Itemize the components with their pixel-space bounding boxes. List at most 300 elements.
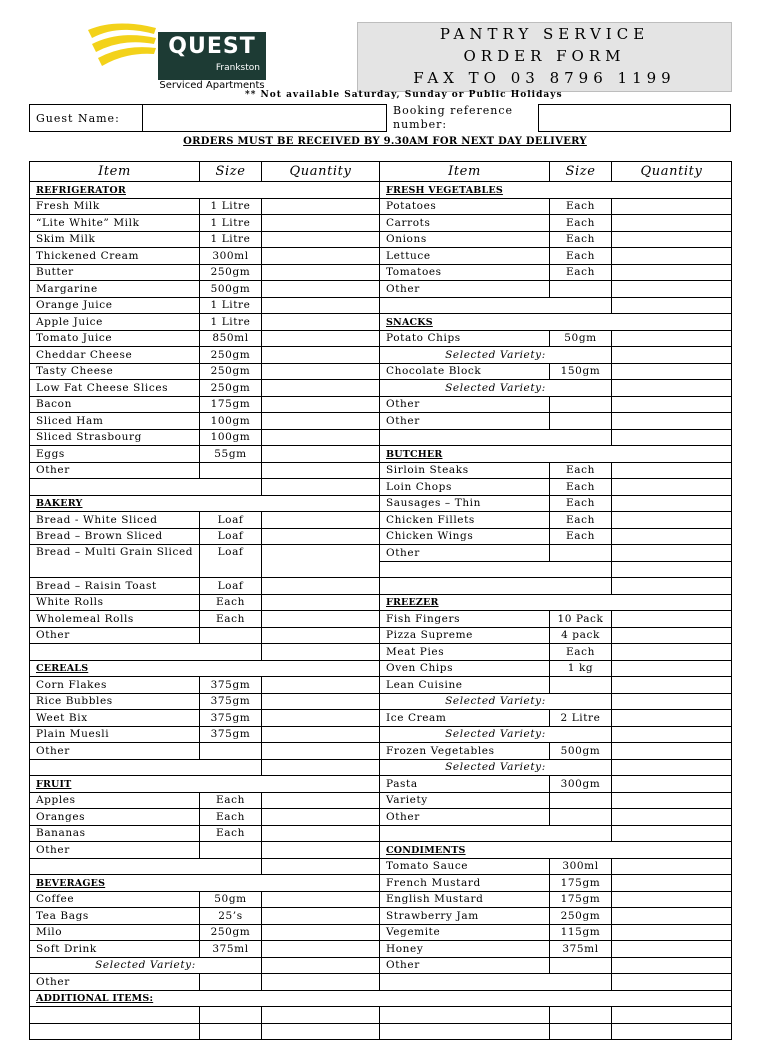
- quantity-cell[interactable]: [262, 347, 380, 364]
- item-size: Each: [550, 248, 612, 265]
- item-name: Sirloin Steaks: [380, 462, 550, 479]
- item-size: 1 Litre: [200, 215, 262, 232]
- section-heading-condiments: CONDIMENTS: [380, 842, 732, 859]
- item-size: 250gm: [200, 347, 262, 364]
- quantity-cell[interactable]: [262, 825, 380, 842]
- quantity-cell[interactable]: [612, 875, 732, 892]
- item-name: Variety: [380, 792, 550, 809]
- additional-item-row: [30, 1007, 732, 1024]
- quantity-cell[interactable]: [612, 660, 732, 677]
- item-size: Each: [550, 528, 612, 545]
- table-row: [30, 281, 732, 298]
- item-size: 1 Litre: [200, 231, 262, 248]
- section-heading-fresh-vegetables: FRESH VEGETABLES: [380, 182, 732, 199]
- additional-items-label: ADDITIONAL ITEMS:: [30, 990, 732, 1007]
- quantity-cell[interactable]: [612, 809, 732, 826]
- quantity-cell[interactable]: [262, 545, 380, 578]
- additional-item-cell[interactable]: [612, 1023, 732, 1040]
- item-size: Each: [200, 809, 262, 826]
- item-size: 1 Litre: [200, 314, 262, 331]
- item-size: 1 kg: [550, 660, 612, 677]
- blank-cell: [380, 561, 612, 578]
- table-row: [30, 380, 732, 397]
- section-heading-bakery: BAKERY: [30, 495, 380, 512]
- table-row: [30, 264, 732, 281]
- item-name: Soft Drink: [30, 941, 200, 958]
- variety-entry-cell[interactable]: [612, 726, 732, 743]
- blank-cell: [30, 479, 262, 496]
- quantity-cell[interactable]: [612, 231, 732, 248]
- quantity-cell[interactable]: [262, 380, 380, 397]
- item-name: Other: [30, 743, 200, 760]
- quantity-cell[interactable]: [262, 908, 380, 925]
- additional-item-cell[interactable]: [30, 1023, 200, 1040]
- item-name: Sliced Strasbourg: [30, 429, 200, 446]
- item-size: Each: [200, 792, 262, 809]
- item-size: Each: [550, 495, 612, 512]
- item-name: Other: [30, 974, 200, 991]
- item-name: Other: [380, 413, 550, 430]
- item-name: Low Fat Cheese Slices: [30, 380, 200, 397]
- item-name: Bread – Brown Sliced: [30, 528, 200, 545]
- item-name: Bacon: [30, 396, 200, 413]
- table-row: [30, 479, 732, 496]
- item-name: Wholemeal Rolls: [30, 611, 200, 628]
- table-row: [30, 759, 732, 776]
- item-size: [550, 413, 612, 430]
- item-size: 250gm: [550, 908, 612, 925]
- quantity-cell[interactable]: [612, 264, 732, 281]
- table-row: [30, 330, 732, 347]
- quantity-cell[interactable]: [262, 363, 380, 380]
- quantity-cell[interactable]: [262, 759, 380, 776]
- variety-entry-cell[interactable]: [612, 380, 732, 397]
- item-size: 1 Litre: [200, 297, 262, 314]
- quantity-cell[interactable]: [262, 924, 380, 941]
- blank-cell: [30, 858, 262, 875]
- title-line-3: FAX TO 03 8796 1199: [413, 69, 676, 87]
- guest-name-field[interactable]: [142, 104, 387, 132]
- table-row: [30, 941, 732, 958]
- item-size: 115gm: [550, 924, 612, 941]
- col-quantity-header-left: Quantity: [262, 162, 380, 182]
- quantity-cell[interactable]: [612, 627, 732, 644]
- section-heading-freezer: FREEZER: [380, 594, 732, 611]
- item-name: Milo: [30, 924, 200, 941]
- item-name: Lettuce: [380, 248, 550, 265]
- item-size: [550, 677, 612, 694]
- quantity-cell[interactable]: [612, 281, 732, 298]
- section-heading-cereals: CEREALS: [30, 660, 380, 677]
- quantity-cell[interactable]: [262, 644, 380, 661]
- quantity-cell[interactable]: [612, 561, 732, 578]
- quantity-cell[interactable]: [612, 743, 732, 760]
- booking-ref-label: Booking reference number:: [393, 104, 514, 131]
- item-name: Vegemite: [380, 924, 550, 941]
- item-size: 175gm: [550, 875, 612, 892]
- table-row: [30, 743, 732, 760]
- item-size: [550, 396, 612, 413]
- quantity-cell[interactable]: [612, 545, 732, 562]
- additional-item-cell[interactable]: [550, 1023, 612, 1040]
- item-name: Other: [380, 545, 550, 562]
- item-size: 375gm: [200, 693, 262, 710]
- table-row: [30, 825, 732, 842]
- table-row: [30, 446, 732, 463]
- additional-items-row: [30, 990, 732, 1007]
- item-name: Chocolate Block: [380, 363, 550, 380]
- table-row: [30, 710, 732, 727]
- item-name: Other: [30, 842, 200, 859]
- additional-item-cell[interactable]: [612, 1007, 732, 1024]
- item-name: Potatoes: [380, 198, 550, 215]
- quantity-cell[interactable]: [612, 512, 732, 529]
- item-name: Sliced Ham: [30, 413, 200, 430]
- quantity-cell[interactable]: [262, 627, 380, 644]
- quantity-cell[interactable]: [612, 611, 732, 628]
- item-name: Apple Juice: [30, 314, 200, 331]
- table-row: [30, 908, 732, 925]
- quantity-cell[interactable]: [262, 809, 380, 826]
- item-name: Chicken Wings: [380, 528, 550, 545]
- item-size: [200, 842, 262, 859]
- quantity-cell[interactable]: [262, 974, 380, 991]
- item-name: Coffee: [30, 891, 200, 908]
- section-heading-snacks: SNACKS: [380, 314, 732, 331]
- table-row: [30, 528, 732, 545]
- item-name: Eggs: [30, 446, 200, 463]
- table-row: [30, 611, 732, 628]
- item-name: Carrots: [380, 215, 550, 232]
- item-name: Margarine: [30, 281, 200, 298]
- quantity-cell[interactable]: [262, 677, 380, 694]
- quantity-cell[interactable]: [262, 297, 380, 314]
- section-heading-beverages: BEVERAGES: [30, 875, 380, 892]
- item-name: Tea Bags: [30, 908, 200, 925]
- logo-location: Frankston: [215, 63, 260, 73]
- item-size: [200, 462, 262, 479]
- quantity-cell[interactable]: [612, 924, 732, 941]
- item-size: Each: [550, 264, 612, 281]
- table-row: [30, 644, 732, 661]
- selected-variety-label: Selected Variety:: [380, 347, 612, 364]
- col-item-header-right: Item: [380, 162, 550, 182]
- quantity-cell[interactable]: [262, 528, 380, 545]
- item-name: Other: [380, 281, 550, 298]
- quantity-cell[interactable]: [612, 776, 732, 793]
- table-row: [30, 429, 732, 446]
- guest-details-row: [29, 104, 731, 132]
- quantity-cell[interactable]: [612, 578, 732, 595]
- item-size: Each: [550, 215, 612, 232]
- quantity-cell[interactable]: [262, 710, 380, 727]
- item-name: Onions: [380, 231, 550, 248]
- item-size: Each: [550, 198, 612, 215]
- quantity-cell[interactable]: [262, 264, 380, 281]
- item-name: Other: [30, 462, 200, 479]
- quantity-cell[interactable]: [262, 611, 380, 628]
- quantity-cell[interactable]: [262, 842, 380, 859]
- item-name: Bread - White Sliced: [30, 512, 200, 529]
- item-size: Loaf: [200, 528, 262, 545]
- item-size: 50gm: [200, 891, 262, 908]
- item-size: 55gm: [200, 446, 262, 463]
- quantity-cell[interactable]: [612, 858, 732, 875]
- quantity-cell[interactable]: [262, 248, 380, 265]
- table-row: [30, 462, 732, 479]
- logo-name: QUEST: [168, 34, 256, 59]
- col-quantity-header-right: Quantity: [612, 162, 732, 182]
- quantity-cell[interactable]: [262, 231, 380, 248]
- table-row: [30, 842, 732, 859]
- quantity-cell[interactable]: [612, 957, 732, 974]
- item-name: Frozen Vegetables: [380, 743, 550, 760]
- table-row: [30, 627, 732, 644]
- quantity-cell[interactable]: [612, 528, 732, 545]
- quantity-cell[interactable]: [262, 941, 380, 958]
- additional-item-cell[interactable]: [262, 1023, 380, 1040]
- table-row: [30, 413, 732, 430]
- quantity-cell[interactable]: [262, 858, 380, 875]
- quantity-cell[interactable]: [612, 974, 732, 991]
- item-name: Pizza Supreme: [380, 627, 550, 644]
- item-size: 500gm: [200, 281, 262, 298]
- col-size-header-left: Size: [200, 162, 262, 182]
- quantity-cell[interactable]: [612, 363, 732, 380]
- item-name: Oranges: [30, 809, 200, 826]
- quantity-cell[interactable]: [262, 429, 380, 446]
- table-row: [30, 297, 732, 314]
- item-size: 250gm: [200, 924, 262, 941]
- item-name: Orange Juice: [30, 297, 200, 314]
- variety-entry-cell[interactable]: [612, 759, 732, 776]
- item-name: Apples: [30, 792, 200, 809]
- item-size: 300gm: [550, 776, 612, 793]
- table-row: [30, 924, 732, 941]
- item-name: Strawberry Jam: [380, 908, 550, 925]
- quantity-cell[interactable]: [262, 281, 380, 298]
- item-name: English Mustard: [380, 891, 550, 908]
- item-name: Tomato Juice: [30, 330, 200, 347]
- item-size: [550, 809, 612, 826]
- item-size: 375ml: [550, 941, 612, 958]
- booking-ref-field[interactable]: [538, 104, 731, 132]
- quantity-cell[interactable]: [612, 297, 732, 314]
- item-size: [200, 974, 262, 991]
- quantity-cell[interactable]: [612, 248, 732, 265]
- quantity-cell[interactable]: [262, 743, 380, 760]
- item-size: [550, 545, 612, 562]
- item-size: 250gm: [200, 380, 262, 397]
- quantity-cell[interactable]: [262, 693, 380, 710]
- quantity-cell[interactable]: [612, 825, 732, 842]
- item-size: 250gm: [200, 363, 262, 380]
- table-row: [30, 858, 732, 875]
- quantity-cell[interactable]: [262, 330, 380, 347]
- item-size: Each: [550, 231, 612, 248]
- item-size: Loaf: [200, 545, 262, 578]
- quantity-cell[interactable]: [612, 413, 732, 430]
- quantity-cell[interactable]: [262, 314, 380, 331]
- item-name: Bread – Multi Grain Sliced: [30, 545, 200, 578]
- blank-cell: [380, 578, 612, 595]
- item-name: French Mustard: [380, 875, 550, 892]
- item-name: “Lite White” Milk: [30, 215, 200, 232]
- table-row: [30, 660, 732, 677]
- variety-entry-cell[interactable]: [612, 693, 732, 710]
- quantity-cell[interactable]: [612, 792, 732, 809]
- table-row: [30, 545, 732, 562]
- item-size: 1 Litre: [200, 198, 262, 215]
- additional-item-cell[interactable]: [262, 1007, 380, 1024]
- additional-item-cell[interactable]: [380, 1007, 550, 1024]
- quantity-cell[interactable]: [612, 330, 732, 347]
- item-size: Loaf: [200, 578, 262, 595]
- item-size: 50gm: [550, 330, 612, 347]
- item-name: Plain Muesli: [30, 726, 200, 743]
- item-name: Weet Bix: [30, 710, 200, 727]
- item-name: Other: [380, 957, 550, 974]
- selected-variety-label: Selected Variety:: [30, 957, 262, 974]
- item-size: 300ml: [550, 858, 612, 875]
- quantity-cell[interactable]: [262, 413, 380, 430]
- table-row: [30, 677, 732, 694]
- additional-item-cell[interactable]: [550, 1007, 612, 1024]
- item-size: 175gm: [550, 891, 612, 908]
- title-line-2: ORDER FORM: [463, 47, 626, 65]
- quantity-cell[interactable]: [262, 462, 380, 479]
- quantity-cell[interactable]: [262, 578, 380, 595]
- item-name: Other: [380, 809, 550, 826]
- item-size: 850ml: [200, 330, 262, 347]
- selected-variety-label: Selected Variety:: [380, 726, 612, 743]
- item-size: [550, 957, 612, 974]
- variety-entry-cell[interactable]: [612, 347, 732, 364]
- item-size: Each: [550, 644, 612, 661]
- quantity-cell[interactable]: [612, 396, 732, 413]
- blank-cell: [30, 759, 262, 776]
- table-row: [30, 578, 732, 595]
- quantity-cell[interactable]: [612, 215, 732, 232]
- item-name: Tomato Sauce: [380, 858, 550, 875]
- quantity-cell[interactable]: [612, 479, 732, 496]
- item-name: Other: [30, 627, 200, 644]
- item-size: 25’s: [200, 908, 262, 925]
- item-name: Corn Flakes: [30, 677, 200, 694]
- item-name: Thickened Cream: [30, 248, 200, 265]
- item-name: Rice Bubbles: [30, 693, 200, 710]
- quantity-cell[interactable]: [262, 726, 380, 743]
- table-row: [30, 875, 732, 892]
- quantity-cell[interactable]: [612, 908, 732, 925]
- quantity-cell[interactable]: [262, 891, 380, 908]
- table-row: [30, 215, 732, 232]
- quantity-cell[interactable]: [612, 644, 732, 661]
- item-size: 500gm: [550, 743, 612, 760]
- item-name: Fresh Milk: [30, 198, 200, 215]
- quantity-cell[interactable]: [612, 462, 732, 479]
- item-size: 4 pack: [550, 627, 612, 644]
- title-box: [357, 22, 732, 92]
- section-heading-butcher: BUTCHER: [380, 446, 732, 463]
- quantity-cell[interactable]: [262, 446, 380, 463]
- item-size: Each: [200, 611, 262, 628]
- item-name: Potato Chips: [380, 330, 550, 347]
- quantity-cell[interactable]: [612, 495, 732, 512]
- item-size: 2 Litre: [550, 710, 612, 727]
- quantity-cell[interactable]: [262, 396, 380, 413]
- item-name: Lean Cuisine: [380, 677, 550, 694]
- item-size: Each: [200, 594, 262, 611]
- quantity-cell[interactable]: [262, 479, 380, 496]
- table-row: [30, 198, 732, 215]
- item-name: Pasta: [380, 776, 550, 793]
- blank-cell: [380, 974, 612, 991]
- blank-cell: [380, 297, 612, 314]
- quantity-cell[interactable]: [612, 710, 732, 727]
- quantity-cell[interactable]: [262, 512, 380, 529]
- quantity-cell[interactable]: [612, 677, 732, 694]
- item-size: [200, 743, 262, 760]
- order-table: [29, 161, 732, 1040]
- variety-entry-cell[interactable]: [262, 957, 380, 974]
- item-name: White Rolls: [30, 594, 200, 611]
- table-row: [30, 347, 732, 364]
- blank-cell: [30, 644, 262, 661]
- quantity-cell[interactable]: [612, 891, 732, 908]
- col-item-header-left: Item: [30, 162, 200, 182]
- item-size: 375gm: [200, 710, 262, 727]
- item-size: 375gm: [200, 726, 262, 743]
- item-name: Bread – Raisin Toast: [30, 578, 200, 595]
- additional-item-cell[interactable]: [200, 1023, 262, 1040]
- quantity-cell[interactable]: [262, 198, 380, 215]
- item-name: Butter: [30, 264, 200, 281]
- item-size: [550, 792, 612, 809]
- quantity-cell[interactable]: [262, 215, 380, 232]
- swoosh-icon: [86, 18, 166, 78]
- table-row: [30, 957, 732, 974]
- blank-cell: [380, 825, 612, 842]
- quantity-cell[interactable]: [612, 429, 732, 446]
- table-row: [30, 363, 732, 380]
- item-size: [200, 627, 262, 644]
- quantity-cell[interactable]: [262, 792, 380, 809]
- quantity-cell[interactable]: [612, 198, 732, 215]
- item-name: Tasty Cheese: [30, 363, 200, 380]
- quest-logo: [86, 18, 276, 94]
- additional-item-cell[interactable]: [380, 1023, 550, 1040]
- item-size: [550, 281, 612, 298]
- item-size: 375gm: [200, 677, 262, 694]
- quantity-cell[interactable]: [612, 941, 732, 958]
- table-row: [30, 594, 732, 611]
- table-header-row: [30, 162, 732, 182]
- table-row: [30, 248, 732, 265]
- item-name: Bananas: [30, 825, 200, 842]
- table-row: [30, 726, 732, 743]
- item-size: 250gm: [200, 264, 262, 281]
- additional-item-cell[interactable]: [200, 1007, 262, 1024]
- availability-note: ** Not available Saturday, Sunday or Public Holidays: [245, 90, 563, 100]
- table-row: [30, 776, 732, 793]
- table-row: [30, 974, 732, 991]
- additional-item-cell[interactable]: [30, 1007, 200, 1024]
- selected-variety-label: Selected Variety:: [380, 759, 612, 776]
- quantity-cell[interactable]: [262, 594, 380, 611]
- table-row: [30, 792, 732, 809]
- item-size: 300ml: [200, 248, 262, 265]
